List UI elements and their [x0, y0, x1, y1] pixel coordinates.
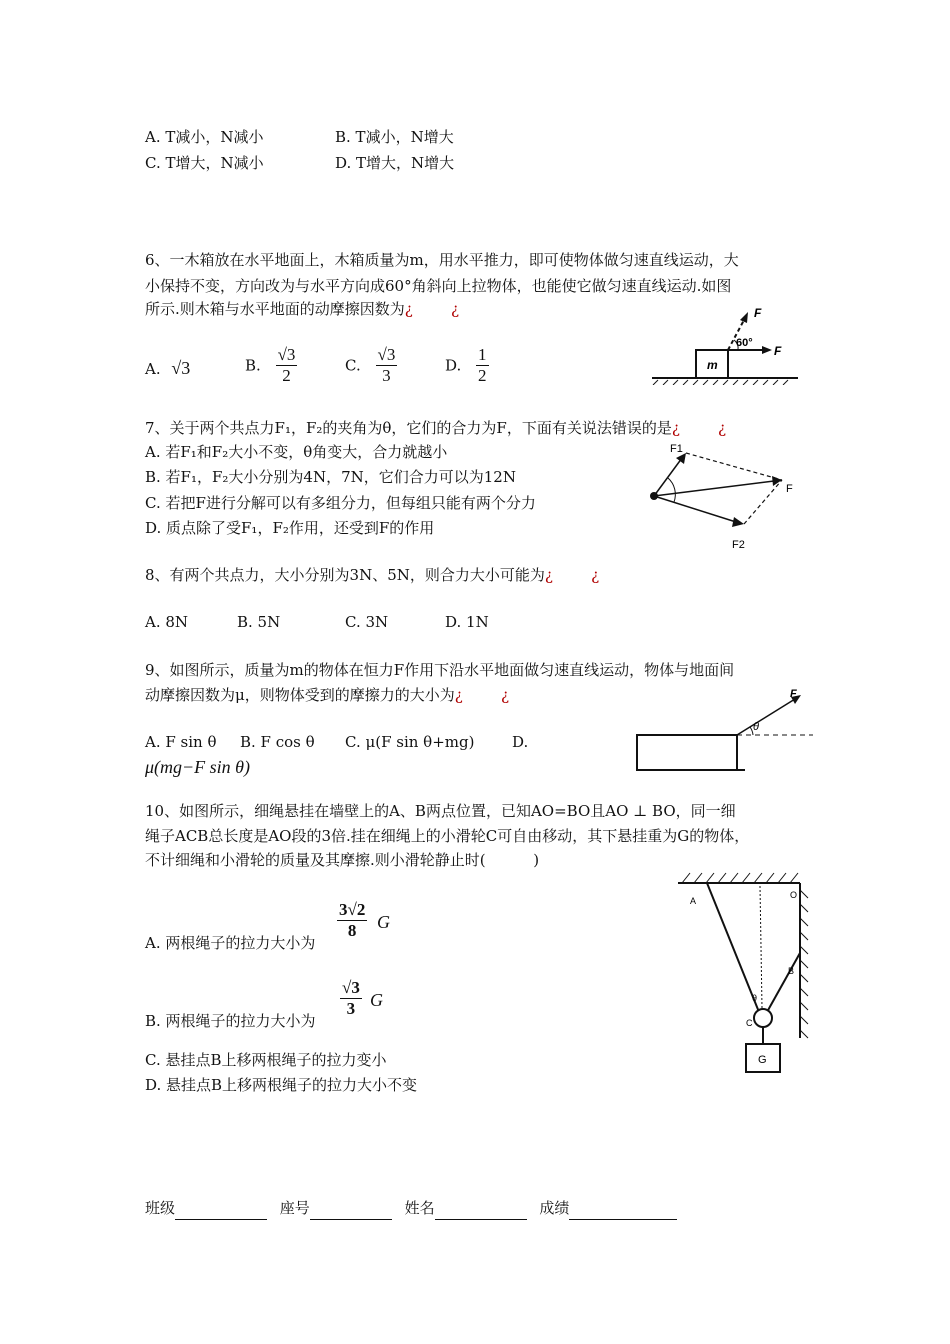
q6-option-b: B. $\frac{√3}{2}$	[245, 345, 296, 385]
q9-option-a: A. F sin θ	[145, 733, 217, 751]
q10-stem-line3: 不计细绳和小滑轮的质量及其摩擦.则小滑轮静止时( )	[145, 851, 540, 869]
answer-blank: ¿ ¿	[454, 686, 509, 704]
pulley-icon	[754, 1009, 772, 1027]
q7-stem: 7、关于两个共点力F₁，F₂的夹角为θ，它们的合力为F，下面有关说法错误的是¿ ¿	[145, 419, 727, 437]
point-b-label: B	[788, 966, 795, 976]
q10-option-c: C. 悬挂点B上移两根绳子的拉力变小	[145, 1051, 387, 1069]
class-field[interactable]	[175, 1203, 267, 1220]
q6-stem-line1: 6、一木箱放在水平地面上，木箱质量为m，用水平推力，即可使物体做匀速直线运动，大	[145, 251, 739, 269]
q7-force-parallelogram	[640, 440, 810, 555]
q5-option-b: B. T减小，N增大	[335, 128, 454, 146]
q9-stem-line2: 动摩擦因数为μ，则物体受到的摩擦力的大小为¿ ¿	[145, 686, 509, 704]
block-icon	[637, 735, 737, 770]
q6-stem-line2: 小保持不变，方向改为与水平方向成60°角斜向上拉物体，也能使它做匀速直线运动.如图	[145, 277, 732, 295]
name-label: 姓名	[404, 1199, 435, 1217]
seat-label: 座号	[279, 1199, 310, 1217]
name-field[interactable]	[435, 1203, 527, 1220]
point-c-label: C	[746, 1018, 753, 1028]
q6-option-d: D. $\frac{1}{2}$	[445, 345, 487, 385]
q6-option-c: C. $\frac{√3}{3}$	[345, 345, 396, 385]
q10-pulley-diagram	[670, 868, 810, 1080]
q7-option-d: D. 质点除了受F₁，F₂作用，还受到F的作用	[145, 519, 435, 537]
theta-label: θ	[753, 721, 759, 733]
q10-option-d: D. 悬挂点B上移两根绳子的拉力大小不变	[145, 1076, 418, 1094]
class-label: 班级	[145, 1199, 176, 1217]
q9-option-d-value: μ(mg−F sin θ)	[145, 757, 251, 777]
score-field[interactable]	[569, 1203, 677, 1220]
weight-label: G	[758, 1054, 767, 1066]
q5-option-c: C. T增大，N减小	[145, 154, 264, 172]
q8-option-b: B. 5N	[237, 613, 281, 631]
q10-stem-line1: 10、如图所示，细绳悬挂在墙壁上的A、B两点位置，已知AO=BO且AO ⊥ BO，同一细	[145, 802, 736, 820]
point-o-label: O	[790, 890, 798, 900]
q10-stem-line2: 绳子ACB总长度是AO段的3倍.挂在细绳上的小滑轮C可自由移动，其下悬挂重为G的物体，	[145, 827, 750, 845]
q9-option-c: C. μ(F sin θ+mg)	[345, 733, 475, 751]
f1-label: F1	[670, 443, 683, 455]
answer-blank: ¿ ¿	[544, 566, 600, 584]
footer-info-row	[145, 1196, 677, 1220]
box-mass-label: m	[707, 358, 718, 372]
q7-option-a: A. 若F₁和F₂大小不变，θ角变大，合力就越小	[145, 443, 448, 461]
point-a-label: A	[690, 896, 697, 906]
force-label-angled: F	[754, 306, 762, 320]
q7-option-b: B. 若F₁，F₂大小分别为4N，7N，它们合力可以为12N	[145, 468, 516, 486]
q5-option-d: D. T增大，N增大	[335, 154, 455, 172]
angle-label: 60°	[736, 337, 753, 349]
q8-stem: 8、有两个共点力，大小分别为3N、5N，则合力大小可能为¿ ¿	[145, 566, 600, 584]
q6-box-diagram	[650, 300, 800, 385]
answer-blank: ¿ ¿	[671, 419, 727, 437]
f2-label: F2	[732, 539, 745, 551]
q8-option-d: D. 1N	[445, 613, 489, 631]
seat-field[interactable]	[310, 1203, 392, 1220]
q9-option-b: B. F cos θ	[240, 733, 315, 751]
q7-option-c: C. 若把F进行分解可以有多组分力，但每组只能有两个分力	[145, 494, 536, 512]
q9-stem-line1: 9、如图所示，质量为m的物体在恒力F作用下沿水平地面做匀速直线运动，物体与地面间	[145, 661, 735, 679]
answer-blank: ¿ ¿	[404, 300, 460, 318]
q5-option-a: A. T减小，N减小	[145, 128, 264, 146]
q6-option-a: A. √3	[145, 358, 191, 378]
resultant-label: F	[786, 483, 793, 495]
theta-label: θ	[752, 993, 758, 1003]
q9-option-d-label: D.	[512, 733, 529, 751]
force-label-horizontal: F	[774, 344, 782, 358]
q8-option-c: C. 3N	[345, 613, 389, 631]
score-label: 成绩	[539, 1199, 570, 1217]
q9-block-diagram	[635, 685, 815, 775]
q8-option-a: A. 8N	[145, 613, 189, 631]
force-label: F	[790, 688, 797, 700]
q6-stem-line3: 所示.则木箱与水平地面的动摩擦因数为¿ ¿	[145, 300, 460, 318]
